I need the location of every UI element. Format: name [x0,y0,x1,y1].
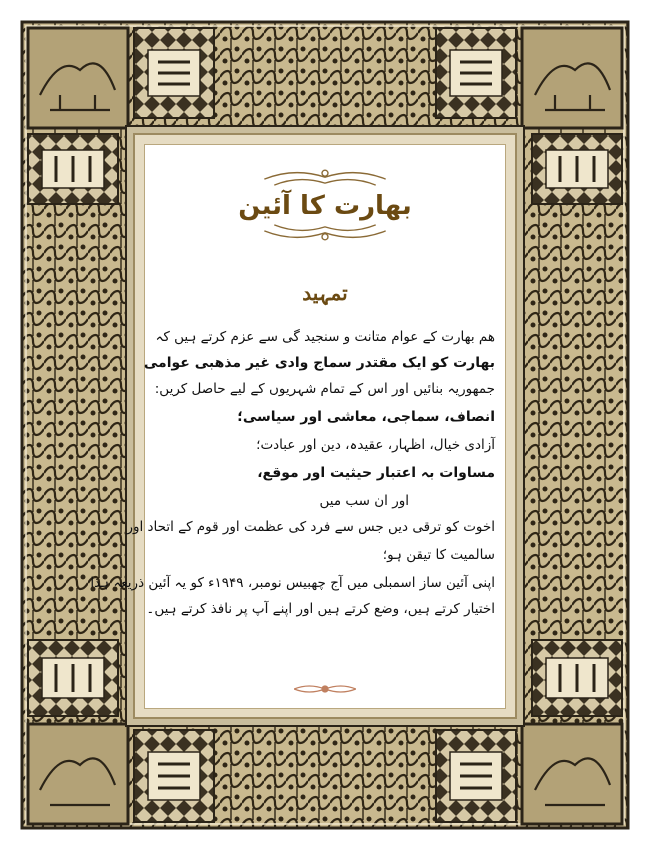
preamble-line: مساوات بہ اعتبار حیثیت اور موقع، [257,465,495,481]
preamble-line: بھارت کو ایک مقتدر سماج وادی غیر مذھبی عوامی [143,355,495,371]
preamble-line: سالمیت کا تیقن ہو؛ [382,547,495,563]
preamble-line: ھم بھارت کے عوام متانت و سنجید گی سے عزم کرتے ہیں کہ [155,329,495,345]
preamble-page [90,144,506,709]
preamble-line: انصاف، سماجی، معاشی اور سیاسی؛ [237,409,495,425]
preamble-heading: تمہید [302,281,348,305]
document-title: بھارت کا آئین [238,191,412,221]
bottom-flourish-ornament [145,681,505,697]
preamble-line: اور ان سب میں [319,493,409,509]
preamble-line: آزادی خیال، اظہار، عقیدہ، دین اور عبادت؛ [256,437,495,453]
preamble-line: جمھوریہ بنائیں اور اس کے تمام شہریوں کے لیے حاصل کریں: [154,381,495,397]
preamble-line: اپنی آئین ساز اسمبلی میں آج چھبیس نومبر، ۱۹۴۹ء کو یہ آئین ذریعہ ہذا [90,575,495,591]
preamble-line: اخوت کو ترقی دیں جس سے فرد کی عظمت اور قوم کے اتحاد اور [126,519,495,535]
preamble-line: اختیار کرتے ہیں، وضع کرتے ہیں اور اپنے آپ پر نافذ کرتے ہیں۔ [146,601,495,617]
